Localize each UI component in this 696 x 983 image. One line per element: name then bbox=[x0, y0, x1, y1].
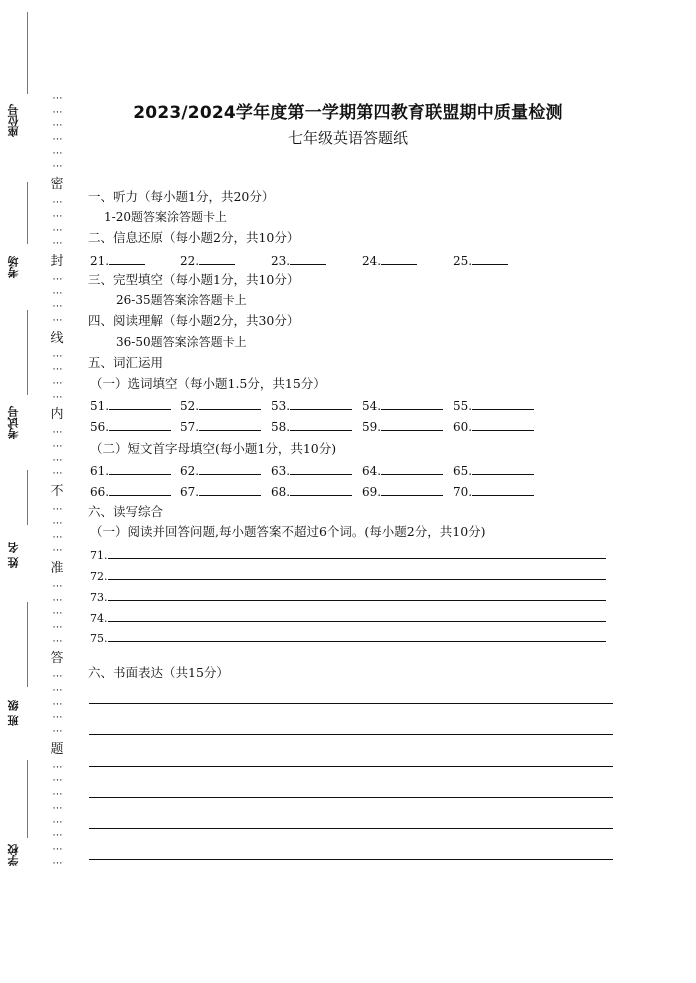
seal-char: 封 bbox=[50, 253, 64, 269]
item-number: 66. bbox=[90, 485, 110, 499]
answer-blank[interactable] bbox=[472, 418, 534, 431]
answer-item-22 bbox=[180, 252, 235, 269]
page-title: 2023/2024学年度第一学期第四教育联盟期中质量检测 bbox=[133, 103, 563, 123]
section-listening-heading: 一、听力（每小题1分，共20分） bbox=[88, 189, 275, 204]
seal-char: 内 bbox=[50, 407, 64, 423]
section-vocab-part2-heading: （二）短文首字母填空(每小题1分，共10分) bbox=[90, 441, 337, 456]
seal-char: 密 bbox=[50, 177, 64, 193]
margin-label-school: 学校 bbox=[7, 844, 20, 866]
item-number: 67. bbox=[180, 485, 200, 499]
answer-blank[interactable] bbox=[381, 483, 443, 496]
answer-blank[interactable] bbox=[381, 397, 443, 410]
section-vocab-heading: 五、词汇运用 bbox=[88, 355, 164, 370]
answer-item-57 bbox=[180, 418, 261, 435]
item-number: 53. bbox=[271, 399, 291, 413]
answer-blank[interactable] bbox=[109, 252, 145, 265]
item-number: 72. bbox=[90, 570, 108, 583]
margin-divider bbox=[27, 12, 28, 94]
answer-blank[interactable] bbox=[381, 418, 443, 431]
answer-blank[interactable] bbox=[472, 483, 534, 496]
item-number: 25. bbox=[453, 254, 473, 268]
item-number: 73. bbox=[90, 591, 108, 604]
answer-item-55 bbox=[453, 397, 534, 414]
writing-line[interactable] bbox=[89, 703, 613, 704]
answer-blank[interactable] bbox=[199, 397, 261, 410]
margin-label-seat: 座位号 bbox=[7, 104, 20, 138]
page-subtitle: 七年级英语答题纸 bbox=[287, 129, 408, 147]
answer-line[interactable] bbox=[108, 629, 606, 642]
section-writing-heading: 六、书面表达（共15分） bbox=[88, 665, 229, 680]
answer-item-54 bbox=[362, 397, 443, 414]
answer-item-74 bbox=[90, 609, 606, 627]
item-number: 57. bbox=[180, 420, 200, 434]
answer-item-69 bbox=[362, 483, 443, 500]
answer-blank[interactable] bbox=[290, 483, 352, 496]
item-number: 60. bbox=[453, 420, 473, 434]
seal-char: 答 bbox=[50, 651, 64, 667]
item-number: 65. bbox=[453, 464, 473, 478]
answer-blank[interactable] bbox=[472, 462, 534, 475]
writing-line[interactable] bbox=[89, 734, 613, 735]
section-integrated-heading: 六、读写综合 bbox=[88, 504, 164, 519]
seal-char: 线 bbox=[50, 330, 64, 346]
answer-item-66 bbox=[90, 483, 171, 500]
answer-blank[interactable] bbox=[199, 483, 261, 496]
item-number: 59. bbox=[362, 420, 382, 434]
section-reading-heading: 四、阅读理解（每小题2分，共30分） bbox=[88, 313, 300, 328]
writing-line[interactable] bbox=[89, 766, 613, 767]
section-cloze-heading: 三、完型填空（每小题1分，共10分） bbox=[88, 272, 300, 287]
margin-label-name: 姓 名 bbox=[7, 542, 20, 568]
answer-item-64 bbox=[362, 462, 443, 479]
answer-item-68 bbox=[271, 483, 352, 500]
margin-divider bbox=[27, 182, 28, 244]
section-reading-note: 36-50题答案涂答题卡上 bbox=[116, 335, 247, 349]
margin-label-room: 考场 bbox=[7, 256, 20, 278]
writing-line[interactable] bbox=[89, 828, 613, 829]
item-number: 69. bbox=[362, 485, 382, 499]
item-number: 64. bbox=[362, 464, 382, 478]
answer-item-72 bbox=[90, 567, 606, 585]
answer-item-59 bbox=[362, 418, 443, 435]
item-number: 75. bbox=[90, 632, 108, 645]
answer-item-51 bbox=[90, 397, 171, 414]
margin-divider bbox=[27, 760, 28, 838]
answer-blank[interactable] bbox=[109, 397, 171, 410]
answer-blank[interactable] bbox=[381, 252, 417, 265]
item-number: 22. bbox=[180, 254, 200, 268]
answer-blank[interactable] bbox=[199, 418, 261, 431]
answer-blank[interactable] bbox=[472, 397, 534, 410]
margin-divider bbox=[27, 602, 28, 687]
answer-item-63 bbox=[271, 462, 352, 479]
margin-label-class: 班 级 bbox=[7, 700, 20, 726]
answer-blank[interactable] bbox=[290, 397, 352, 410]
answer-item-24 bbox=[362, 252, 417, 269]
answer-item-65 bbox=[453, 462, 534, 479]
item-number: 55. bbox=[453, 399, 473, 413]
answer-item-71 bbox=[90, 546, 606, 564]
answer-line[interactable] bbox=[108, 609, 606, 622]
answer-item-21 bbox=[90, 252, 145, 269]
answer-blank[interactable] bbox=[290, 462, 352, 475]
seal-char: 不 bbox=[50, 484, 64, 500]
seal-char: 准 bbox=[50, 560, 64, 576]
item-number: 70. bbox=[453, 485, 473, 499]
margin-divider bbox=[27, 310, 28, 395]
answer-item-62 bbox=[180, 462, 261, 479]
answer-item-58 bbox=[271, 418, 352, 435]
answer-blank[interactable] bbox=[109, 462, 171, 475]
answer-item-73 bbox=[90, 588, 606, 606]
item-number: 74. bbox=[90, 612, 108, 625]
answer-blank[interactable] bbox=[199, 462, 261, 475]
item-number: 58. bbox=[271, 420, 291, 434]
item-number: 61. bbox=[90, 464, 110, 478]
answer-item-61 bbox=[90, 462, 171, 479]
seal-line: ⋯ ⋯ ⋯ ⋯ ⋯ ⋯ 密 ⋯ ⋯ ⋯ ⋯ 封 ⋯ ⋯ ⋯ ⋯ 线 ⋯ ⋯ ⋯ ⋯ 内 ⋯ ⋯ ⋯ ⋯ 不 ⋯ ⋯ ⋯ ⋯ 准 ⋯ ⋯ ⋯ ⋯ ⋯ 答 ⋯ ⋯ ⋯ ⋯ ⋯ 题 ⋯ ⋯ ⋯ ⋯ ⋯ ⋯ ⋯ ⋯ bbox=[50, 93, 64, 869]
margin-label-exam-no: 考试号 bbox=[7, 406, 20, 440]
item-number: 24. bbox=[362, 254, 382, 268]
writing-line[interactable] bbox=[89, 797, 613, 798]
answer-item-25 bbox=[453, 252, 508, 269]
seal-char: 题 bbox=[50, 741, 64, 757]
answer-item-52 bbox=[180, 397, 261, 414]
answer-item-53 bbox=[271, 397, 352, 414]
section-cloze-note: 26-35题答案涂答题卡上 bbox=[116, 293, 247, 307]
answer-blank[interactable] bbox=[290, 252, 326, 265]
answer-blank[interactable] bbox=[472, 252, 508, 265]
answer-item-23 bbox=[271, 252, 326, 269]
item-number: 68. bbox=[271, 485, 291, 499]
answer-blank[interactable] bbox=[381, 462, 443, 475]
answer-blank[interactable] bbox=[109, 418, 171, 431]
margin-divider bbox=[27, 470, 28, 525]
section-vocab-part1-heading: （一）选词填空（每小题1.5分，共15分） bbox=[90, 376, 326, 391]
section-integrated-part1-heading: （一）阅读并回答问题,每小题答案不超过6个词。(每小题2分，共10分) bbox=[90, 524, 486, 539]
section-info-heading: 二、信息还原（每小题2分，共10分） bbox=[88, 230, 300, 245]
section-listening-note: 1-20题答案涂答题卡上 bbox=[104, 210, 227, 224]
item-number: 23. bbox=[271, 254, 291, 268]
item-number: 63. bbox=[271, 464, 291, 478]
writing-line[interactable] bbox=[89, 859, 613, 860]
answer-item-67 bbox=[180, 483, 261, 500]
answer-line[interactable] bbox=[108, 588, 606, 601]
answer-blank[interactable] bbox=[109, 483, 171, 496]
answer-blank[interactable] bbox=[290, 418, 352, 431]
answer-item-60 bbox=[453, 418, 534, 435]
item-number: 52. bbox=[180, 399, 200, 413]
answer-line[interactable] bbox=[108, 567, 606, 580]
item-number: 71. bbox=[90, 549, 108, 562]
item-number: 51. bbox=[90, 399, 110, 413]
item-number: 21. bbox=[90, 254, 110, 268]
item-number: 56. bbox=[90, 420, 110, 434]
answer-item-56 bbox=[90, 418, 171, 435]
answer-item-70 bbox=[453, 483, 534, 500]
item-number: 54. bbox=[362, 399, 382, 413]
answer-line[interactable] bbox=[108, 546, 606, 559]
answer-blank[interactable] bbox=[199, 252, 235, 265]
item-number: 62. bbox=[180, 464, 200, 478]
answer-item-75 bbox=[90, 629, 606, 647]
